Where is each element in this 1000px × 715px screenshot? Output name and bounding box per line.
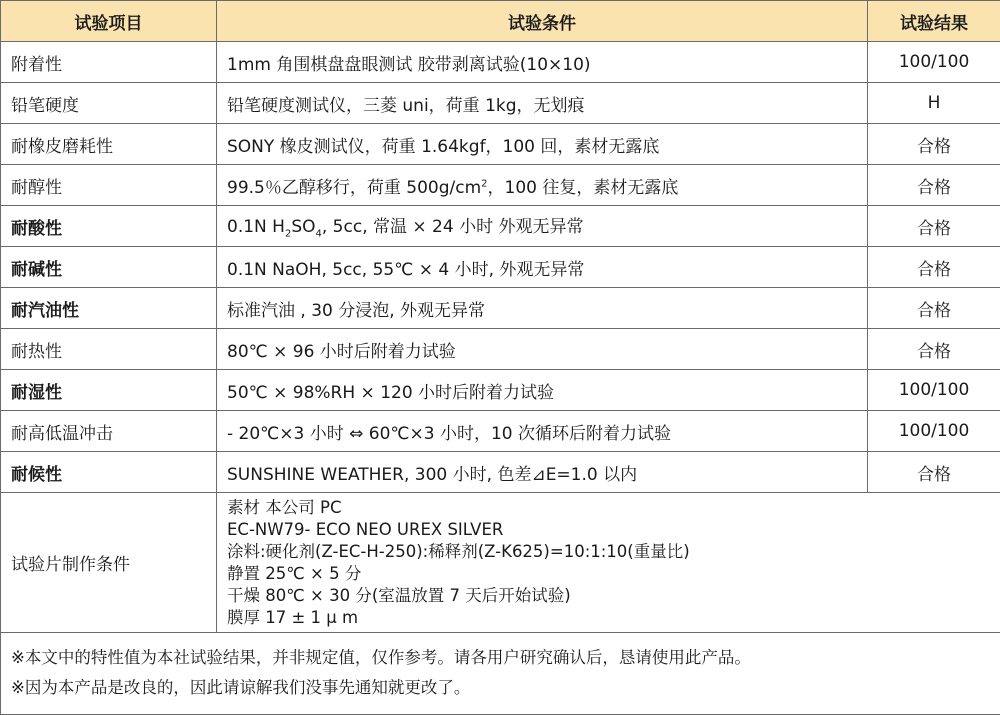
table-row <box>1 206 1000 247</box>
prep-line: 涂料:硬化剂(Z-EC-H-250):稀释剂(Z-K625)=10:1:10(重量比) <box>227 541 990 563</box>
note-line: ※本文中的特性值为本社试验结果，并非规定值，仅作参考。请各用户研究确认后，恳请使用此产品。 <box>11 643 990 673</box>
condition-subscript: 2 <box>285 229 291 240</box>
row-item: 耐汽油性 <box>1 288 217 329</box>
table-row <box>1 329 1000 370</box>
condition-part: SO <box>291 217 315 237</box>
table-row <box>1 452 1000 493</box>
row-result: 合格 <box>868 329 1000 370</box>
row-result: 合格 <box>868 288 1000 329</box>
row-result: 100/100 <box>868 42 1000 83</box>
prep-conditions <box>217 493 1000 633</box>
condition-superscript: 2 <box>481 178 487 189</box>
row-condition: 1mm 角围棋盘盘眼测试 胶带剥离试验(10×10) <box>217 42 868 83</box>
prep-item: 试验片制作条件 <box>1 493 217 633</box>
condition-part: , 5cc, 常温 × 24 小时 外观无异常 <box>322 217 584 237</box>
row-item: 铅笔硬度 <box>1 83 217 124</box>
row-result: 合格 <box>868 452 1000 493</box>
row-item: 耐碱性 <box>1 247 217 288</box>
row-item: 耐候性 <box>1 452 217 493</box>
table-header-row <box>1 1 1000 42</box>
table-row <box>1 370 1000 411</box>
row-result: 合格 <box>868 247 1000 288</box>
condition-part: 99.5％乙醇移行，荷重 500g/cm <box>227 178 481 198</box>
prep-line: 素材 本公司 PC <box>227 497 990 519</box>
prep-line: 膜厚 17 ± 1 μ m <box>227 607 990 629</box>
table-row <box>1 288 1000 329</box>
table-row <box>1 83 1000 124</box>
row-condition <box>217 206 868 247</box>
row-condition: 标准汽油 , 30 分浸泡, 外观无异常 <box>217 288 868 329</box>
row-item: 耐高低温冲击 <box>1 411 217 452</box>
row-condition <box>217 165 868 206</box>
row-item: 耐橡皮磨耗性 <box>1 124 217 165</box>
row-item: 耐湿性 <box>1 370 217 411</box>
row-item: 附着性 <box>1 42 217 83</box>
condition-part: 0.1N H <box>227 217 285 237</box>
row-result: 合格 <box>868 124 1000 165</box>
row-condition: 50℃ × 98%RH × 120 小时后附着力试验 <box>217 370 868 411</box>
row-condition: 铅笔硬度测试仪，三菱 uni，荷重 1kg，无划痕 <box>217 83 868 124</box>
row-result: 100/100 <box>868 411 1000 452</box>
condition-part: ，100 往复，素材无露底 <box>488 178 679 198</box>
row-result: H <box>868 83 1000 124</box>
row-condition: SUNSHINE WEATHER, 300 小时, 色差⊿E=1.0 以内 <box>217 452 868 493</box>
row-item: 耐热性 <box>1 329 217 370</box>
notes-row <box>1 633 1000 715</box>
row-result: 合格 <box>868 206 1000 247</box>
row-condition: 0.1N NaOH, 5cc, 55℃ × 4 小时, 外观无异常 <box>217 247 868 288</box>
notes-cell <box>1 633 1000 715</box>
row-condition: - 20℃×3 小时 ⇔ 60℃×3 小时，10 次循环后附着力试验 <box>217 411 868 452</box>
header-result: 试验结果 <box>868 1 1000 42</box>
prep-line: 静置 25℃ × 5 分 <box>227 563 990 585</box>
row-item: 耐醇性 <box>1 165 217 206</box>
condition-subscript: 4 <box>316 229 322 240</box>
row-result: 100/100 <box>868 370 1000 411</box>
prep-line: 干燥 80℃ × 30 分(室温放置 7 天后开始试验) <box>227 585 990 607</box>
row-result: 合格 <box>868 165 1000 206</box>
table-row <box>1 247 1000 288</box>
row-item: 耐酸性 <box>1 206 217 247</box>
prep-line: EC-NW79- ECO NEO UREX SILVER <box>227 519 990 541</box>
row-condition: 80℃ × 96 小时后附着力试验 <box>217 329 868 370</box>
prep-conditions-row <box>1 493 1000 633</box>
header-condition: 试验条件 <box>217 1 868 42</box>
table-row <box>1 42 1000 83</box>
note-line: ※因为本产品是改良的，因此请谅解我们没事先通知就更改了。 <box>11 673 990 703</box>
table-row <box>1 165 1000 206</box>
table-row <box>1 411 1000 452</box>
table-row <box>1 124 1000 165</box>
row-condition: SONY 橡皮测试仪，荷重 1.64kgf，100 回，素材无露底 <box>217 124 868 165</box>
header-item: 试验项目 <box>1 1 217 42</box>
